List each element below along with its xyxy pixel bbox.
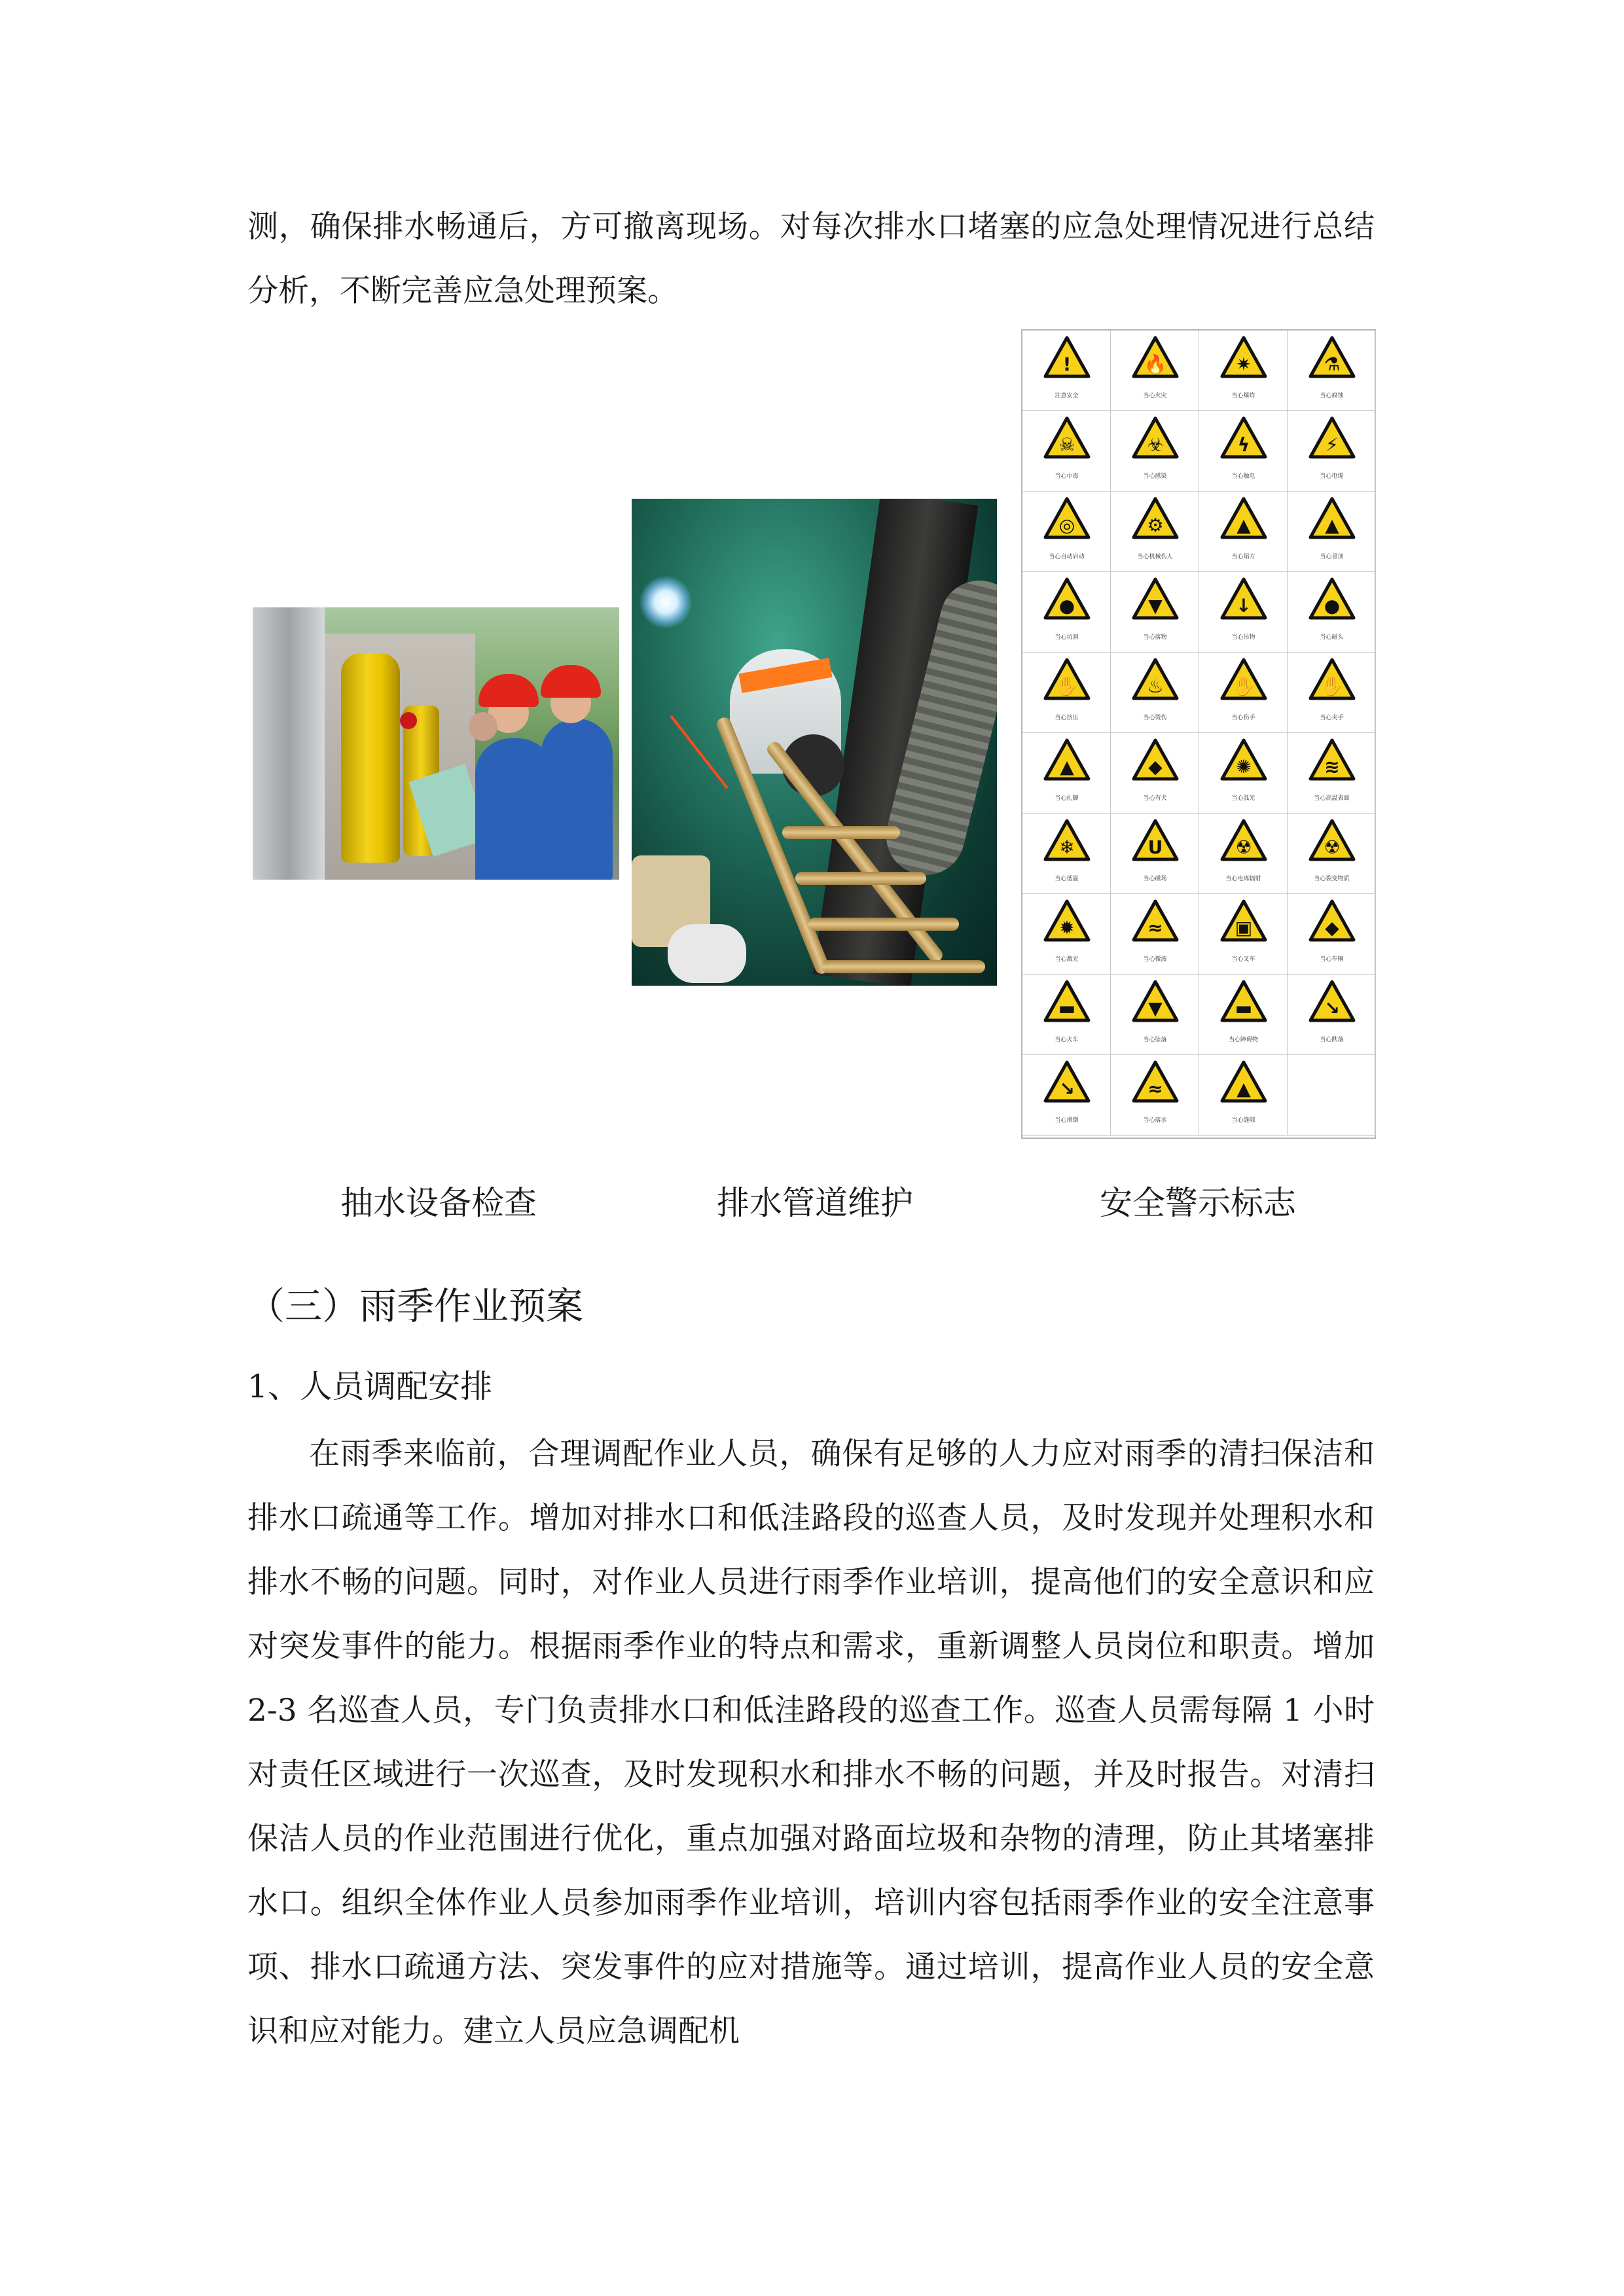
safety-sign: [1111, 814, 1199, 894]
safety-sign: [1288, 331, 1376, 411]
safety-sign: [1111, 894, 1199, 975]
svg-text:☣: ☣: [1147, 434, 1164, 456]
warning-triangle-icon: [1132, 980, 1179, 1023]
warning-triangle-icon: [1308, 497, 1356, 540]
warning-triangle-icon: [1308, 980, 1356, 1023]
warning-triangle-icon: [1220, 738, 1267, 781]
svg-text:❄: ❄: [1059, 836, 1075, 858]
svg-text:✺: ✺: [1236, 756, 1252, 778]
svg-text:●: ●: [1058, 595, 1075, 617]
safety-sign-label: 当心障碍物: [1228, 1037, 1258, 1043]
warning-triangle-icon: [1043, 658, 1091, 701]
safety-sign: [1199, 894, 1288, 975]
caption-safety-signs: 安全警示标志: [1100, 1184, 1296, 1222]
safety-sign: [1199, 492, 1288, 572]
svg-text:🔥: 🔥: [1144, 353, 1167, 375]
safety-sign: [1199, 1055, 1288, 1136]
svg-text:▲: ▲: [1236, 1078, 1251, 1100]
safety-sign-label: 当心落物: [1143, 634, 1167, 641]
safety-sign: [1288, 733, 1376, 814]
svg-text:ϟ: ϟ: [1237, 434, 1250, 456]
safety-sign: [1199, 411, 1288, 492]
safety-sign-label: 当心低温: [1055, 876, 1079, 882]
section-heading: （三）雨季作业预案: [247, 1285, 583, 1328]
safety-sign-label: 当心中毒: [1055, 473, 1079, 480]
warning-triangle-icon: [1220, 819, 1267, 862]
safety-sign: [1199, 331, 1288, 411]
safety-sign: [1288, 411, 1376, 492]
svg-text:≈: ≈: [1147, 917, 1163, 939]
warning-triangle-icon: [1043, 1060, 1091, 1103]
caption-pump-equipment: 抽水设备检查: [340, 1184, 537, 1222]
warning-triangle-icon: [1132, 819, 1179, 862]
svg-text:✷: ✷: [1236, 353, 1252, 375]
warning-triangle-icon: [1132, 1060, 1179, 1103]
warning-triangle-icon: [1043, 980, 1091, 1023]
warning-triangle-icon: [1308, 416, 1356, 459]
safety-sign: [1199, 653, 1288, 733]
drainage-pipe-photo: [632, 499, 997, 986]
svg-text:↘: ↘: [1324, 997, 1340, 1019]
safety-sign-label: 当心烫伤: [1143, 715, 1167, 721]
warning-triangle-icon: [1043, 899, 1091, 942]
safety-sign-label: 当心微波: [1143, 956, 1167, 963]
svg-text:◎: ◎: [1058, 514, 1075, 536]
svg-text:✋: ✋: [1232, 675, 1255, 697]
warning-triangle-icon: [1220, 980, 1267, 1023]
warning-triangle-icon: [1043, 819, 1091, 862]
safety-sign-label: 当心挤压: [1055, 715, 1079, 721]
warning-triangle-icon: [1308, 577, 1356, 620]
svg-text:▬: ▬: [1235, 997, 1253, 1019]
safety-sign-label: 当心碰头: [1320, 634, 1344, 641]
safety-sign: [1022, 653, 1111, 733]
warning-triangle-icon: [1220, 658, 1267, 701]
svg-text:✋: ✋: [1320, 675, 1344, 697]
safety-sign: [1288, 894, 1376, 975]
safety-sign-label: 当心裂变物质: [1314, 876, 1350, 882]
warning-triangle-icon: [1308, 819, 1356, 862]
svg-text:▬: ▬: [1058, 997, 1076, 1019]
safety-sign-label: 当心电离辐射: [1225, 876, 1261, 882]
safety-sign: [1022, 492, 1111, 572]
safety-sign-label: 当心吊物: [1231, 634, 1255, 641]
subsection-heading: 1、人员调配安排: [247, 1368, 493, 1405]
caption-drainage-pipe: 排水管道维护: [717, 1184, 913, 1222]
safety-sign-label: 当心火车: [1055, 1037, 1079, 1043]
svg-text:●: ●: [1324, 595, 1341, 617]
safety-sign-label: 当心自动启动: [1049, 554, 1085, 560]
safety-sign-label: 当心爆炸: [1231, 393, 1255, 399]
svg-text:▲: ▲: [1060, 756, 1074, 778]
warning-triangle-icon: [1308, 658, 1356, 701]
safety-sign-label: 当心有犬: [1143, 795, 1167, 802]
warning-triangle-icon: [1220, 1060, 1267, 1103]
warning-triangle-icon: [1043, 416, 1091, 459]
safety-sign-label: 当心缝隙: [1231, 1117, 1255, 1124]
safety-sign-label: 当心落水: [1143, 1117, 1167, 1124]
safety-sign-label: 当心叉车: [1231, 956, 1255, 963]
safety-sign: [1022, 1055, 1111, 1136]
safety-sign: [1111, 411, 1199, 492]
svg-text:☢: ☢: [1235, 836, 1252, 858]
safety-sign: [1288, 975, 1376, 1055]
safety-sign-label: 当心高温表面: [1314, 795, 1350, 802]
svg-text:⚗: ⚗: [1324, 353, 1341, 375]
warning-triangle-icon: [1220, 577, 1267, 620]
svg-text:U: U: [1147, 836, 1163, 858]
safety-sign-label: 当心感染: [1143, 473, 1167, 480]
safety-sign: [1199, 572, 1288, 653]
safety-sign-label: 当心机械伤人: [1137, 554, 1173, 560]
svg-text:✹: ✹: [1059, 917, 1075, 939]
safety-sign: [1022, 733, 1111, 814]
safety-sign-label: 当心滑倒: [1055, 1117, 1079, 1124]
safety-sign: [1199, 733, 1288, 814]
safety-sign: [1022, 894, 1111, 975]
warning-triangle-icon: [1132, 577, 1179, 620]
warning-triangle-icon: [1220, 416, 1267, 459]
safety-sign: [1022, 814, 1111, 894]
safety-sign-label: 当心坑洞: [1055, 634, 1079, 641]
safety-sign: [1111, 572, 1199, 653]
safety-sign: [1111, 653, 1199, 733]
warning-triangle-icon: [1308, 899, 1356, 942]
safety-sign-label: 当心磁场: [1143, 876, 1167, 882]
warning-triangle-icon: [1220, 497, 1267, 540]
safety-sign: [1111, 733, 1199, 814]
warning-triangle-icon: [1308, 336, 1356, 379]
safety-sign-label: 当心塌方: [1231, 554, 1255, 560]
svg-text:▲: ▲: [1236, 514, 1251, 536]
safety-sign: [1288, 572, 1376, 653]
svg-text:▣: ▣: [1235, 917, 1253, 939]
safety-sign: [1022, 331, 1111, 411]
safety-sign-label: 当心扎脚: [1055, 795, 1079, 802]
svg-text:♨: ♨: [1147, 675, 1164, 697]
safety-sign-label: 当心冒顶: [1320, 554, 1344, 560]
body-paragraph: 在雨季来临前，合理调配作业人员，确保有足够的人力应对雨季的清扫保洁和排水口疏通等工作。增加对排水口和低洼路段的巡查人员，及时发现并处理积水和排水不畅的问题。同时，对作业人员进行雨季作业培训，提高他们的安全意识和应对突发事件的能力。根据雨季作业的特点和需求，重新调整人员岗位和职责。增加 2-3 名巡查人员，专门负责排水口和低洼路段的巡查工作。巡查人员需每隔 1 小时对责任区域进行一次巡查，及时发现积水和排水不畅的问题，并及时报告。对清扫保洁人员的作业范围进行优化，重点加强对路面垃圾和杂物的清理，防止其堵塞排水口。组织全体作业人员参加雨季作业培训，培训内容包括雨季作业的安全注意事项、排水口疏通方法、突发事件的应对措施等。通过培训，提高作业人员的安全意识和应对能力。建立人员应急调配机: [247, 1436, 1375, 2049]
safety-sign-label: 当心夹手: [1320, 715, 1344, 721]
svg-text:≋: ≋: [1324, 756, 1340, 778]
safety-sign: [1288, 653, 1376, 733]
safety-signs-chart: [1021, 329, 1376, 1139]
svg-text:≈: ≈: [1147, 1078, 1163, 1100]
svg-text:⚡: ⚡: [1326, 434, 1339, 456]
warning-triangle-icon: [1308, 738, 1356, 781]
warning-triangle-icon: [1132, 658, 1179, 701]
warning-triangle-icon: [1220, 336, 1267, 379]
safety-sign-label: 当心触电: [1231, 473, 1255, 480]
svg-text:☢: ☢: [1324, 836, 1341, 858]
safety-sign: [1111, 1055, 1199, 1136]
warning-triangle-icon: [1043, 738, 1091, 781]
safety-sign: [1111, 975, 1199, 1055]
warning-triangle-icon: [1132, 899, 1179, 942]
safety-sign-label: 当心弧光: [1231, 795, 1255, 802]
svg-text:☠: ☠: [1058, 434, 1075, 456]
safety-sign-label: 当心坠落: [1143, 1037, 1167, 1043]
safety-sign: [1199, 975, 1288, 1055]
svg-text:⚙: ⚙: [1147, 514, 1164, 536]
safety-sign: [1199, 814, 1288, 894]
safety-sign-label: 注意安全: [1055, 393, 1079, 399]
safety-sign-label: 当心伤手: [1231, 715, 1255, 721]
svg-text:◆: ◆: [1148, 756, 1163, 778]
safety-sign: [1288, 814, 1376, 894]
warning-triangle-icon: [1043, 577, 1091, 620]
warning-triangle-icon: [1043, 336, 1091, 379]
svg-text:▲: ▲: [1325, 514, 1339, 536]
intro-paragraph: 测，确保排水畅通后，方可撤离现场。对每次排水口堵塞的应急处理情况进行总结分析，不断完善应急处理预案。: [247, 209, 1375, 309]
warning-triangle-icon: [1132, 738, 1179, 781]
safety-sign-label: 当心火灾: [1143, 393, 1167, 399]
svg-text:▼: ▼: [1148, 997, 1163, 1019]
svg-text:↘: ↘: [1059, 1078, 1075, 1100]
safety-sign-label: 当心车辆: [1320, 956, 1344, 963]
safety-sign: [1022, 411, 1111, 492]
svg-text:✋: ✋: [1055, 675, 1079, 697]
svg-text:▼: ▼: [1148, 595, 1163, 617]
warning-triangle-icon: [1132, 497, 1179, 540]
empty-cell: [1288, 1055, 1376, 1136]
warning-triangle-icon: [1043, 497, 1091, 540]
warning-triangle-icon: [1132, 416, 1179, 459]
safety-sign-label: 当心跌落: [1320, 1037, 1344, 1043]
svg-text:↓: ↓: [1236, 595, 1252, 617]
warning-triangle-icon: [1132, 336, 1179, 379]
safety-sign: [1288, 492, 1376, 572]
pump-equipment-photo: [253, 607, 619, 880]
svg-text:◆: ◆: [1325, 917, 1339, 939]
safety-sign: [1022, 572, 1111, 653]
safety-sign: [1111, 492, 1199, 572]
safety-sign: [1022, 975, 1111, 1055]
safety-sign-label: 当心激光: [1055, 956, 1079, 963]
safety-sign: [1111, 331, 1199, 411]
svg-text:!: !: [1062, 353, 1072, 375]
warning-triangle-icon: [1220, 899, 1267, 942]
safety-sign-label: 当心电缆: [1320, 473, 1344, 480]
safety-sign-label: 当心腐蚀: [1320, 393, 1344, 399]
